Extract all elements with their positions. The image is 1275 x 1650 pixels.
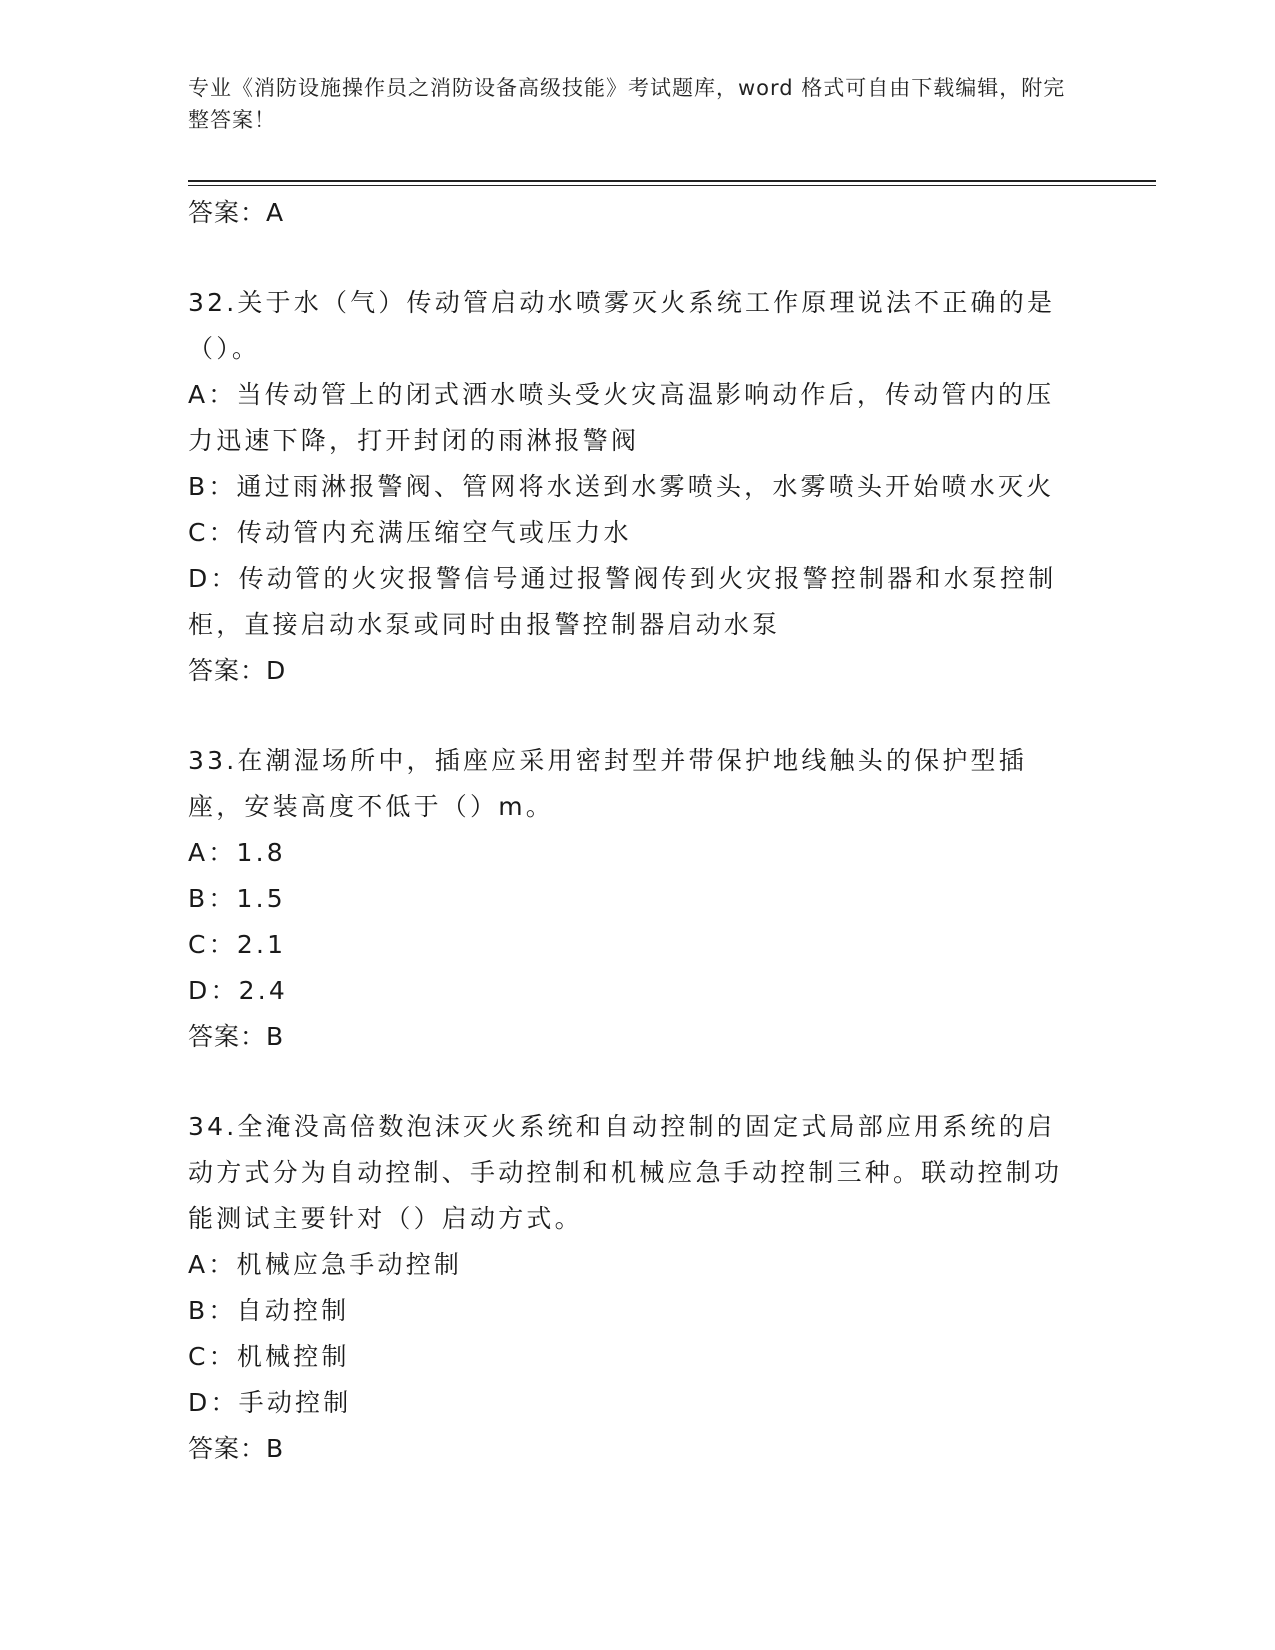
option-b: B：1.5 bbox=[188, 884, 286, 913]
option-c: C：2.1 bbox=[188, 930, 287, 959]
option-a: A：当传动管上的闭式洒水喷头受火灾高温影响动作后，传动管内的压力迅速下降，打开封闭的雨淋报警阀 bbox=[188, 380, 1055, 455]
question-answer: 答案：B bbox=[188, 1022, 285, 1051]
option-d: D：手动控制 bbox=[188, 1388, 352, 1417]
option-d: D：传动管的火灾报警信号通过报警阀传到火灾报警控制器和水泵控制柜，直接启动水泵或同时由报警控制器启动水泵 bbox=[188, 564, 1057, 639]
question-answer: 答案：B bbox=[188, 1434, 285, 1463]
question-33 bbox=[188, 738, 1078, 1060]
option-b: B：通过雨淋报警阀、管网将水送到水雾喷头，水雾喷头开始喷水灭火 bbox=[188, 472, 1055, 501]
option-d: D：2.4 bbox=[188, 976, 289, 1005]
header-divider-thick bbox=[188, 180, 1156, 182]
header-divider-thin bbox=[188, 185, 1156, 186]
question-stem: 32.关于水（气）传动管启动水喷雾灭火系统工作原理说法不正确的是（）。 bbox=[188, 288, 1056, 363]
header-intro-text: 专业《消防设施操作员之消防设备高级技能》考试题库，word 格式可自由下载编辑，附完整答案！ bbox=[188, 76, 1066, 132]
option-a: A：机械应急手动控制 bbox=[188, 1250, 463, 1279]
question-stem: 33.在潮湿场所中，插座应采用密封型并带保护地线触头的保护型插座，安装高度不低于（）m。 bbox=[188, 746, 1027, 821]
question-32 bbox=[188, 280, 1078, 694]
question-content bbox=[188, 190, 1078, 1472]
option-c: C：传动管内充满压缩空气或压力水 bbox=[188, 518, 632, 547]
option-a: A：1.8 bbox=[188, 838, 286, 867]
option-b: B：自动控制 bbox=[188, 1296, 350, 1325]
option-c: C：机械控制 bbox=[188, 1342, 350, 1371]
question-stem: 34.全淹没高倍数泡沫灭火系统和自动控制的固定式局部应用系统的启动方式分为自动控制、手动控制和机械应急手动控制三种。联动控制功能测试主要针对（）启动方式。 bbox=[188, 1112, 1063, 1233]
previous-answer: 答案：A bbox=[188, 198, 285, 227]
page-header bbox=[188, 72, 1068, 136]
question-34 bbox=[188, 1104, 1078, 1472]
question-answer: 答案：D bbox=[188, 656, 287, 685]
